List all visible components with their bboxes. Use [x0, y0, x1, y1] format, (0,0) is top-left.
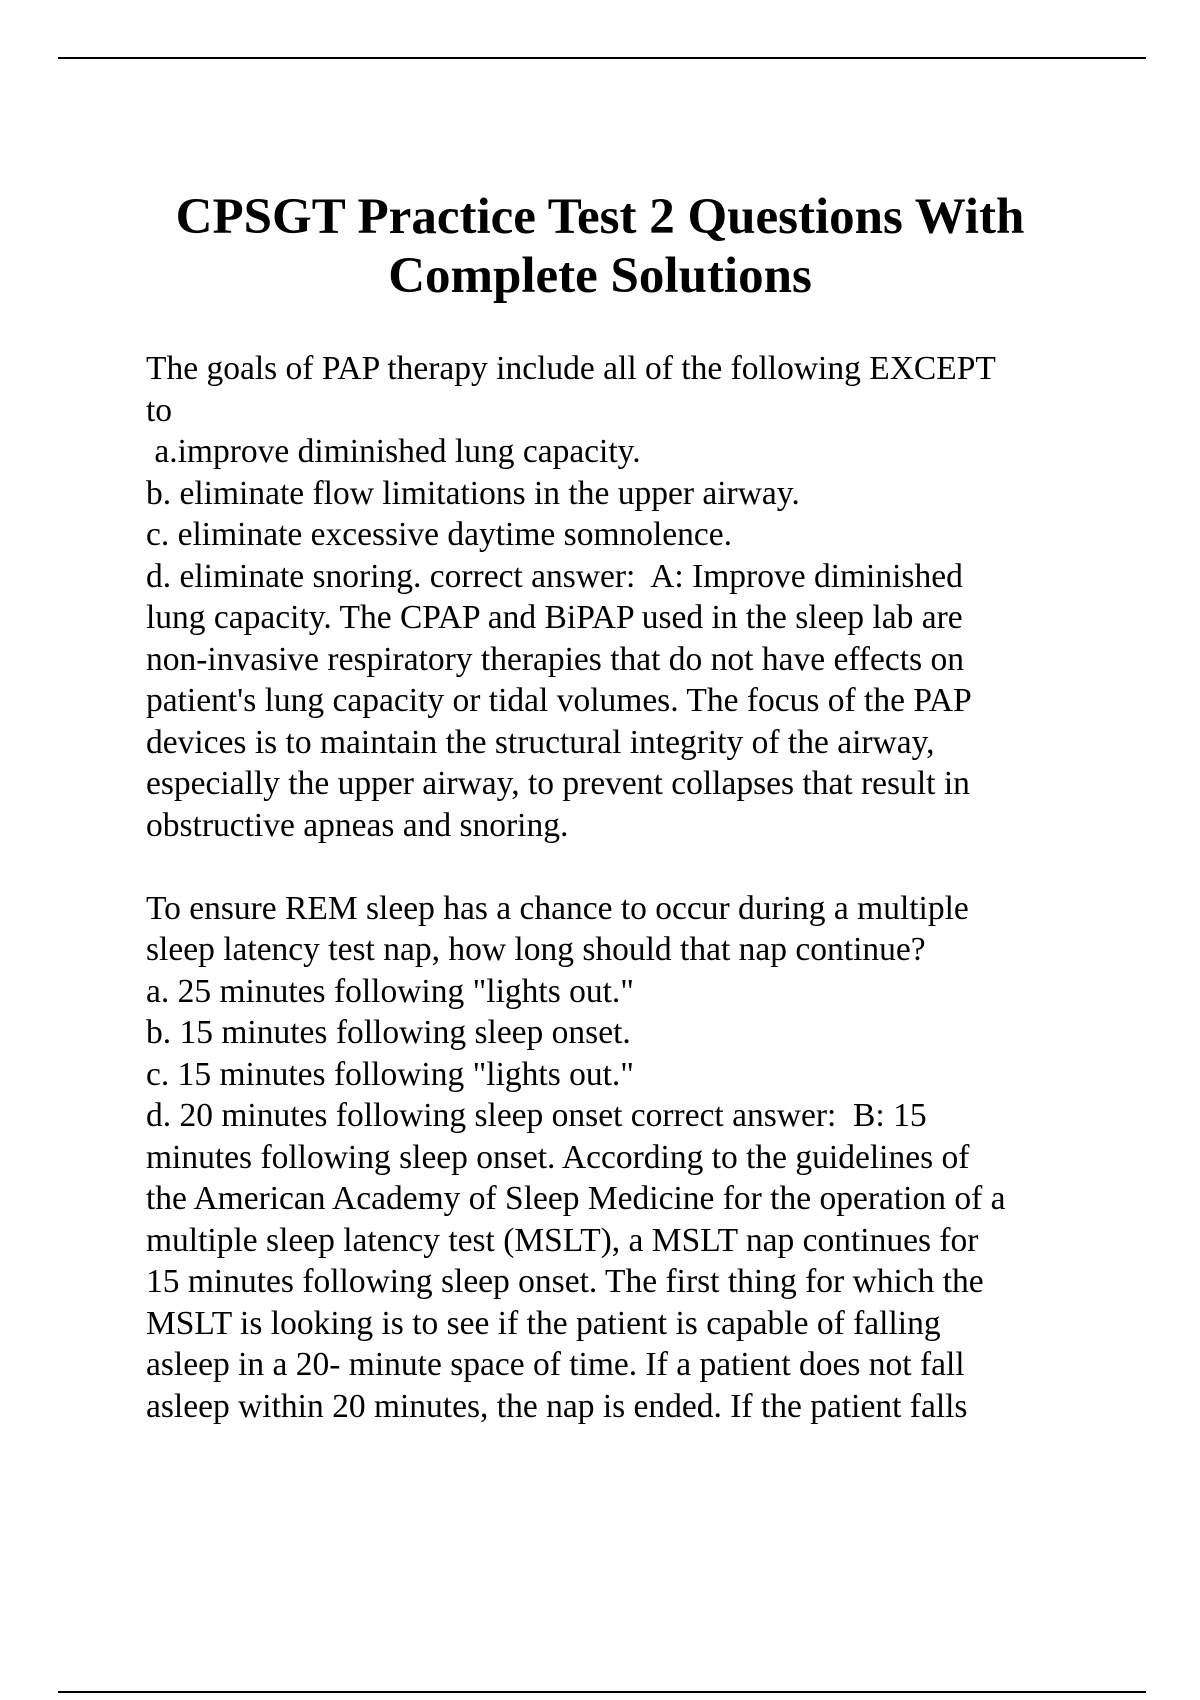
- title-line: CPSGT Practice Test 2 Questions With: [175, 189, 1025, 245]
- question-1-line: non-invasive respiratory therapies that do not have effects on: [146, 640, 965, 678]
- question-2-line: the American Academy of Sleep Medicine for the operation of a: [146, 1180, 1006, 1217]
- question-2-line: asleep within 20 minutes, the nap is ended. If the patient falls: [146, 1387, 968, 1425]
- question-2-line: 15 minutes following sleep onset. The first thing for which the: [146, 1263, 984, 1300]
- bottom-rule: [58, 1691, 1146, 1693]
- question-2-line: To ensure REM sleep has a chance to occur during a multiple: [146, 889, 969, 927]
- question-1-line: The goals of PAP therapy include all of the following EXCEPT: [146, 350, 996, 387]
- question-1-line: lung capacity. The CPAP and BiPAP used in the sleep lab are: [146, 599, 963, 636]
- question-1-line: b. eliminate flow limitations in the upper airway.: [146, 474, 800, 512]
- question-1-line: c. eliminate excessive daytime somnolence.: [146, 516, 733, 553]
- top-rule: [58, 57, 1146, 59]
- question-1-line: a.improve diminished lung capacity.: [146, 433, 641, 470]
- question-2-line: b. 15 minutes following sleep onset.: [146, 1014, 631, 1051]
- paragraph-gap: [146, 846, 1146, 888]
- question-2-line: d. 20 minutes following sleep onset correct answer: B: 15: [146, 1097, 927, 1134]
- question-1-line: to: [146, 391, 173, 429]
- question-2-line: multiple sleep latency test (MSLT), a MSLT nap continues for: [146, 1221, 979, 1259]
- title-line: Complete Solutions: [388, 248, 812, 304]
- question-1-line: especially the upper airway, to prevent collapses that result in: [146, 765, 970, 802]
- question-2-line: sleep latency test nap, how long should that nap continue?: [146, 931, 926, 968]
- document-body: [146, 348, 1146, 1427]
- question-2-line: MSLT is looking is to see if the patient is capable of falling: [146, 1304, 941, 1342]
- page-title: [100, 188, 1100, 306]
- question-block-2: [146, 888, 1146, 1428]
- question-1-line: devices is to maintain the structural integrity of the airway,: [146, 723, 935, 761]
- question-1-line: patient's lung capacity or tidal volumes. The focus of the PAP: [146, 682, 972, 719]
- question-2-line: c. 15 minutes following "lights out.": [146, 1055, 634, 1093]
- question-1-line: d. eliminate snoring. correct answer: A: Improve diminished: [146, 557, 963, 595]
- question-2-line: minutes following sleep onset. According to the guidelines of: [146, 1138, 970, 1176]
- question-2-line: asleep in a 20- minute space of time. If a patient does not fall: [146, 1346, 965, 1383]
- question-block-1: [146, 348, 1146, 846]
- question-1-line: obstructive apneas and snoring.: [146, 806, 569, 844]
- question-2-line: a. 25 minutes following "lights out.": [146, 972, 634, 1010]
